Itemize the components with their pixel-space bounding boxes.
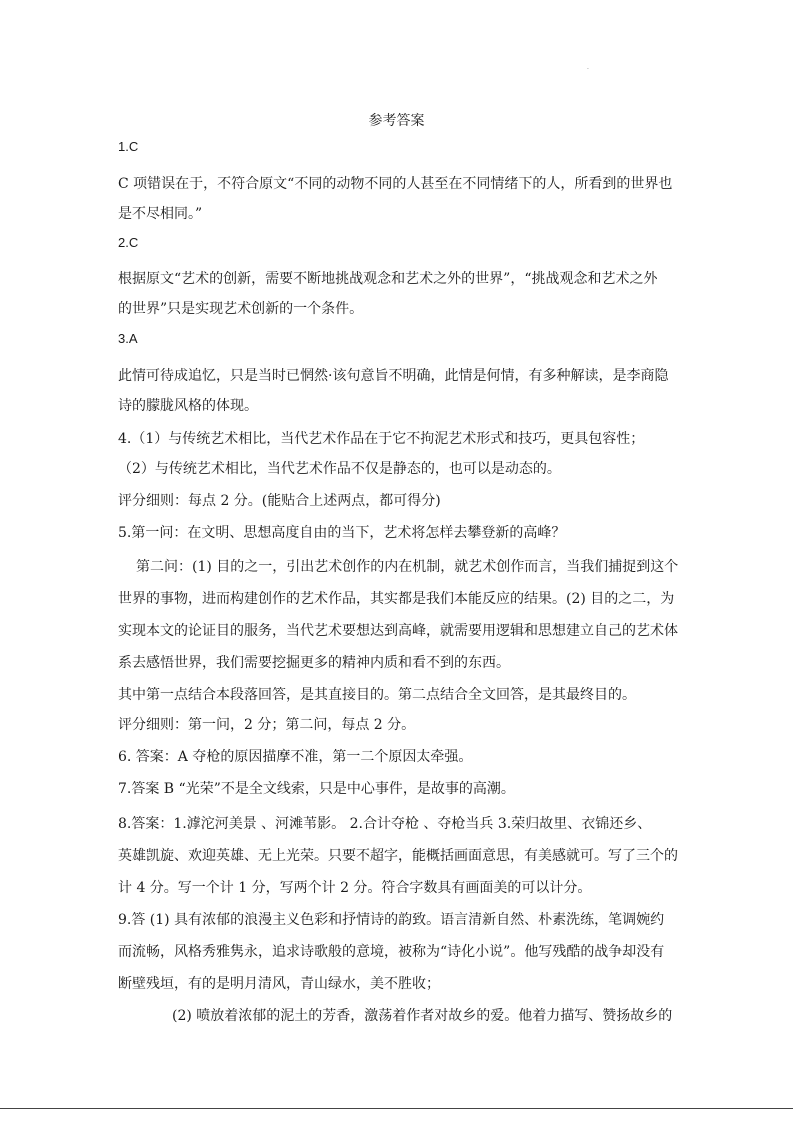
- answer-6: 6. 答案：A 夺枪的原因描摩不准，第一二个原因太牵强。: [118, 749, 473, 765]
- answer-3-text-line-2: 诗的朦胧风格的体现。: [118, 398, 258, 414]
- answer-8-line-1: 8.答案：1.滹沱河美景 、河滩苇影。 2.合计夺枪 、夺枪当兵 3.荣归故里、衣锦还乡、: [118, 816, 652, 832]
- answer-5-question-1: 5.第一问：在文明、思想高度自由的当下，艺术将怎样去攀登新的高峰？: [118, 525, 566, 541]
- answer-2-text-line-2: 的世界”只是实现艺术创新的一个条件。: [118, 301, 364, 317]
- answer-4-line-2: （2）与传统艺术相比，当代艺术作品不仅是静态的，也可以是动态的。: [118, 461, 561, 477]
- answer-1-label: 1.C: [118, 139, 139, 154]
- answer-9-line-1: 9.答 (1) 具有浓郁的浪漫主义色彩和抒情诗的韵致。语言清新自然、朴素洗练，笔调婉约: [118, 912, 665, 928]
- answer-5-question-2-line-1: 第二问：(1) 目的之一，引出艺术创作的内在机制，就艺术创作而言，当我们捕捉到这个: [136, 559, 679, 575]
- answer-1-text-line-1: C 项错误在于，不符合原文“不同的动物不同的人甚至在不同情绪下的人，所看到的世界也: [118, 176, 673, 192]
- answer-5-question-2-line-4: 系去感悟世界，我们需要挖掘更多的精神内质和看不到的东西。: [118, 655, 510, 671]
- answer-8-line-2: 英雄凯旋、欢迎英雄、无上光荣。只要不超字，能概括画面意思，有美感就可。写了三个的: [118, 848, 678, 864]
- answer-2-label: 2.C: [118, 235, 139, 250]
- answer-3-label: 3.A: [118, 331, 138, 346]
- answer-5-scoring: 评分细则：第一问，2 分；第二问，每点 2 分。: [118, 717, 416, 733]
- answer-5-question-2-line-3: 实现本文的论证目的服务，当代艺术要想达到高峰，就需要用逻辑和思想建立自己的艺术体: [118, 623, 678, 639]
- answer-9-line-4: (2) 喷放着浓郁的泥土的芳香，激荡着作者对故乡的爱。他着力描写、赞扬故乡的: [172, 1008, 673, 1024]
- answer-1-text-line-2: 是不尽相同。”: [118, 206, 203, 222]
- page-title: 参考答案: [368, 113, 425, 129]
- answer-4-scoring: 评分细则：每点 2 分。(能贴合上述两点，都可得分): [118, 493, 441, 509]
- answer-2-text-line-1: 根据原文“艺术的创新，需要不断地挑战观念和艺术之外的世界”，“挑战观念和艺术之外: [118, 271, 658, 287]
- answer-8-line-3: 计 4 分。写一个计 1 分，写两个计 2 分。符合字数具有画面美的可以计分。: [118, 880, 592, 896]
- page-bottom-rule: [0, 1108, 793, 1109]
- answer-3-text-line-1: 此情可待成追忆，只是当时已惘然·该句意旨不明确，此情是何情，有多种解读，是李商隐: [118, 368, 669, 384]
- corner-dot: .: [587, 64, 589, 71]
- answer-5-question-2-line-2: 世界的事物，进而构建创作的艺术作品，其实都是我们本能反应的结果。(2) 目的之二，为: [118, 591, 675, 607]
- answer-9-line-3: 断壁残垣，有的是明月清风，青山绿水，美不胜收；: [118, 976, 440, 992]
- answer-4-line-1: 4.（1）与传统艺术相比，当代艺术作品在于它不拘泥艺术形式和技巧，更具包容性；: [118, 431, 645, 447]
- answer-7: 7.答案 B “光荣”不是全文线索，只是中心事件，是故事的高潮。: [118, 781, 515, 797]
- answer-9-line-2: 而流畅，风格秀雅隽永，追求诗歌般的意境，被称为“诗化小说”。他写残酷的战争却没有: [118, 944, 665, 960]
- answer-5-note: 其中第一点结合本段落回答，是其直接目的。第二点结合全文回答，是其最终目的。: [118, 687, 636, 703]
